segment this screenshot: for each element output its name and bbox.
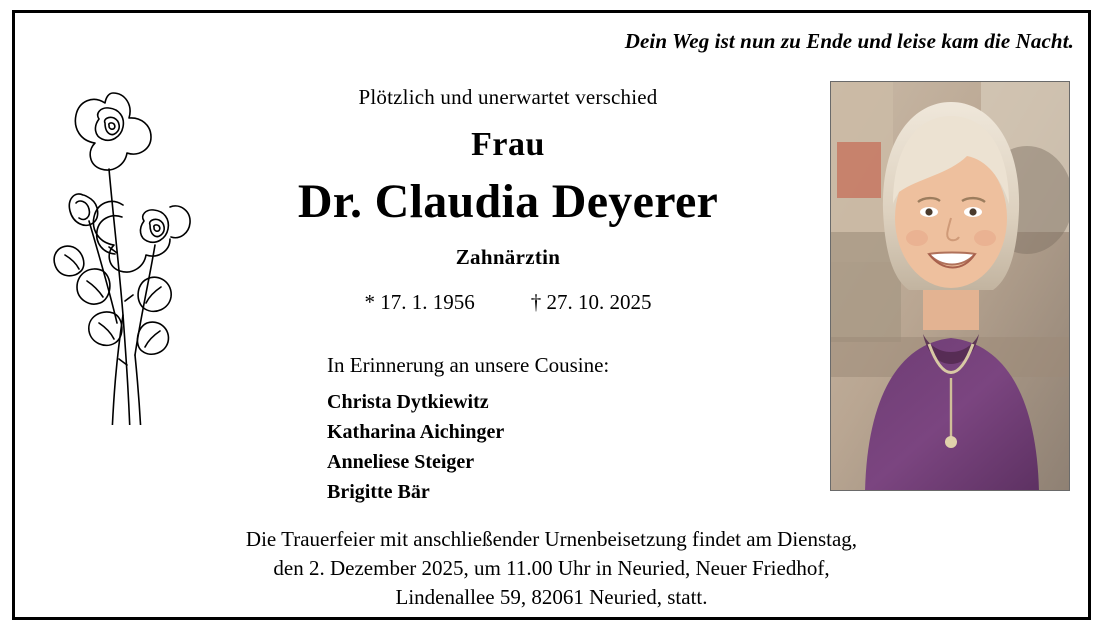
relative-name: Brigitte Bär [327, 481, 430, 503]
intro-line: Plötzlich und unerwartet verschied [358, 85, 658, 109]
life-dates [193, 290, 823, 315]
relative-name: Katharina Aichinger [327, 421, 505, 443]
salutation-line: Frau [471, 126, 545, 163]
birth-date: * 17. 1. 1956 [364, 290, 475, 314]
obituary-content [15, 13, 1088, 617]
rose-bouquet-icon [43, 65, 193, 425]
obituary-border-frame [12, 10, 1091, 620]
deceased-name: Dr. Claudia Deyerer [297, 175, 719, 228]
notice-main-text [193, 75, 823, 315]
motto-text: Dein Weg ist nun zu Ende und leise kam die Nacht. [624, 29, 1074, 53]
relative-name: Anneliese Steiger [327, 451, 475, 473]
relatives-intro: In Erinnerung an unsere Cousine: [327, 353, 610, 377]
death-date: † 27. 10. 2025 [530, 290, 652, 314]
ceremony-line: den 2. Dezember 2025, um 11.00 Uhr in Neuried, Neuer Friedhof, [273, 556, 830, 580]
ceremony-line: Die Trauerfeier mit anschließender Urnenbeisetzung findet am Dienstag, [245, 527, 858, 551]
relative-name: Christa Dytkiewitz [327, 391, 489, 413]
relatives-block [327, 353, 609, 507]
ceremony-line: Lindenallee 59, 82061 Neuried, statt. [395, 585, 708, 609]
portrait-photo [830, 81, 1070, 491]
ceremony-details [55, 525, 1048, 612]
profession-line: Zahnärztin [455, 245, 561, 269]
